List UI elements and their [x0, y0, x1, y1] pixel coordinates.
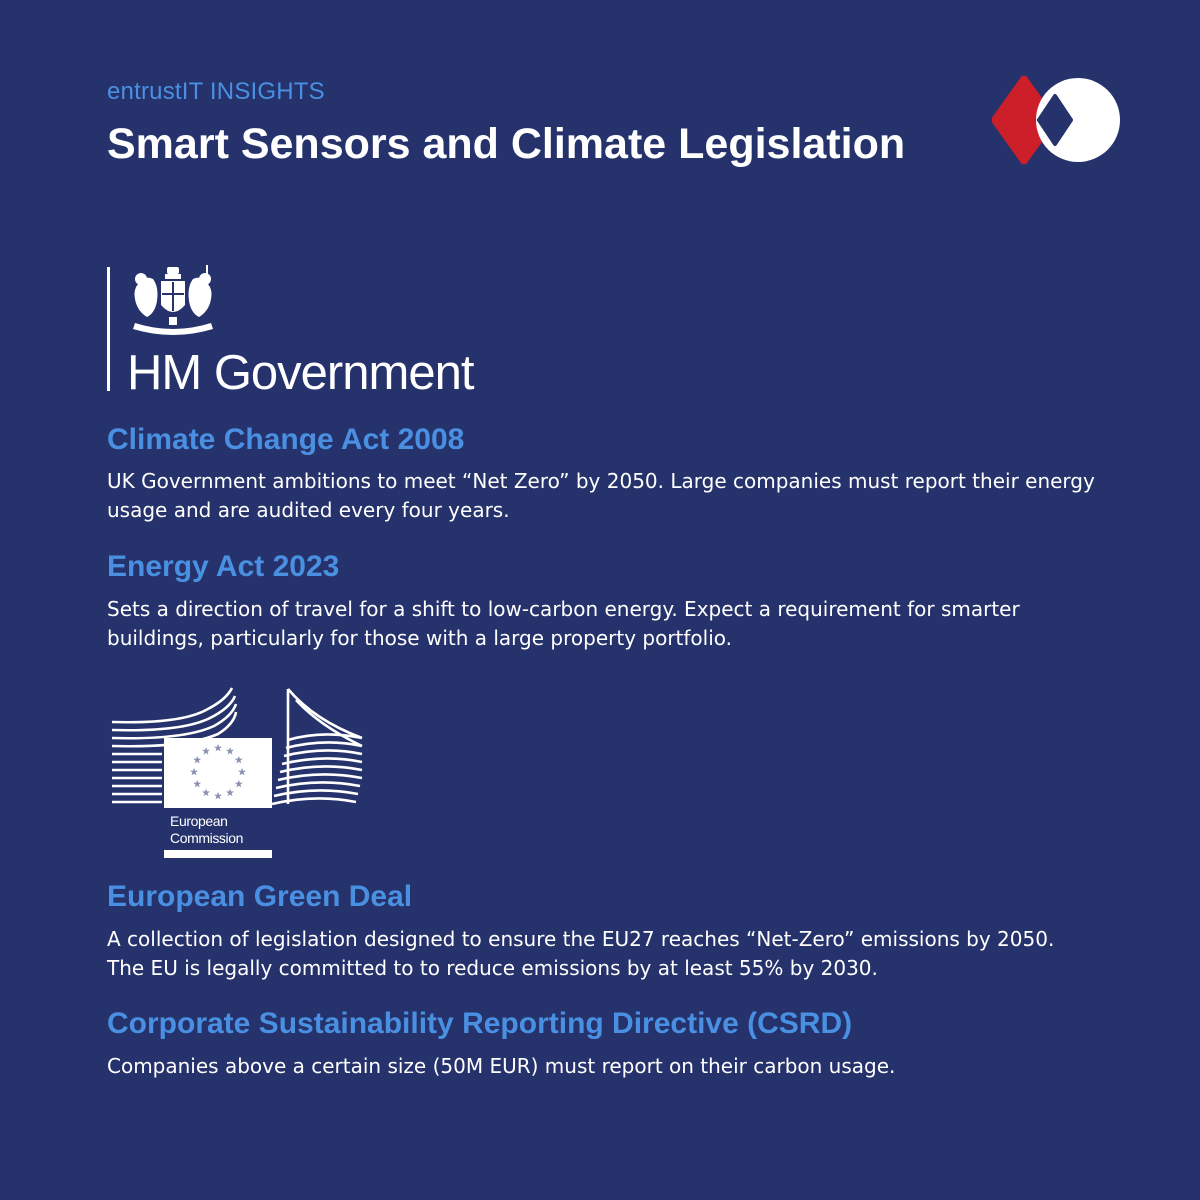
brand-kicker: entrustIT INSIGHTS — [107, 78, 325, 105]
european-commission-line-1: European — [170, 813, 228, 829]
hm-government-divider — [107, 267, 110, 391]
entrustit-logo-icon — [992, 76, 1122, 164]
energy-act-body: Sets a direction of travel for a shift to low-carbon energy. Expect a requirement for smarter buildings, particularly for those with a large property portfolio. — [107, 597, 1020, 650]
european-commission-line-2: Commission — [170, 830, 244, 846]
csrd-body: Companies above a certain size (50M EUR) must report on their carbon usage. — [107, 1054, 896, 1078]
european-green-deal-heading: European Green Deal — [107, 880, 413, 913]
climate-change-act-heading: Climate Change Act 2008 — [107, 423, 465, 456]
european-commission-logo — [110, 686, 366, 862]
european-commission-wordmark — [170, 813, 243, 847]
hm-government-wordmark: HM Government — [127, 346, 474, 400]
climate-change-act-body: UK Government ambitions to meet “Net Zero” by 2050. Large companies must report their energy usage and are audited every four years. — [107, 469, 1095, 522]
page-title: Smart Sensors and Climate Legislation — [107, 120, 906, 168]
european-green-deal-body: A collection of legislation designed to ensure the EU27 reaches “Net-Zero” emissions by 2050. The EU is legally committed to to reduce emissions by at least 55% by 2030. — [107, 927, 1055, 980]
csrd-heading: Corporate Sustainability Reporting Directive (CSRD) — [107, 1007, 853, 1040]
royal-coat-of-arms-icon — [127, 265, 219, 339]
energy-act-heading: Energy Act 2023 — [107, 550, 340, 583]
hm-government-logo — [107, 265, 487, 400]
